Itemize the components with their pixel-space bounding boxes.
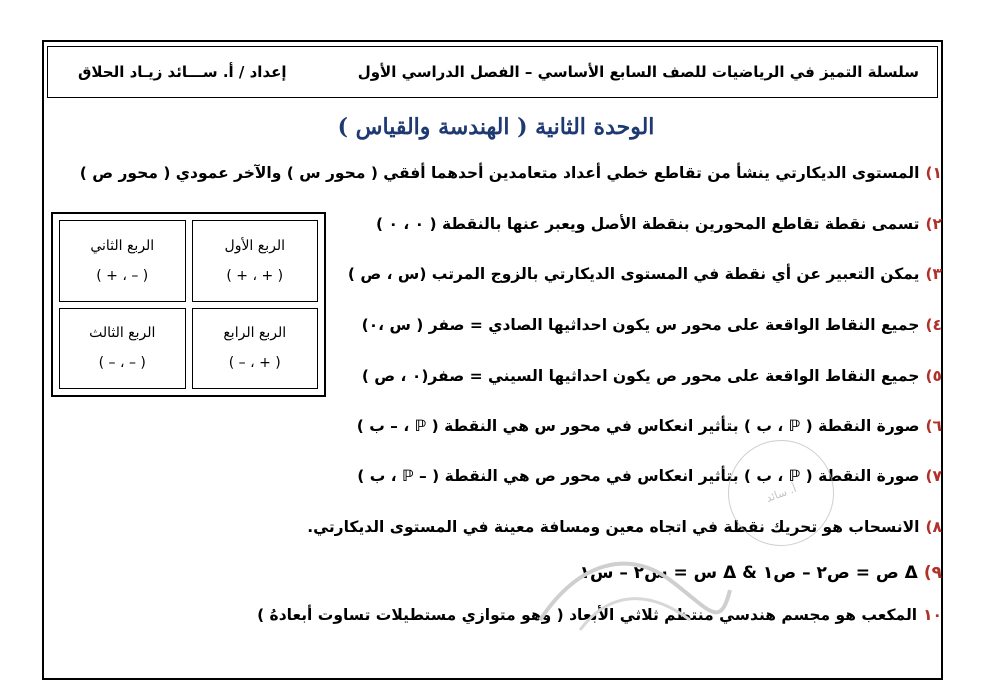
list-item: ٩)Δ ص = ص٢ – ص١ & Δ س = س٢ – س١ (579, 563, 942, 583)
list-item: ٦)صورة النقطة ( ℙ ، ب ) بتأثير انعكاس في محور س هي النقطة ( ℙ ، – ب ) (356, 417, 942, 435)
list-item: ٨)الانسحاب هو تحريك نقطة في اتجاه معين ومسافة معينة في المستوى الديكارتي. (307, 518, 942, 536)
list-item: ٧)صورة النقطة ( ℙ ، ب ) بتأثير انعكاس في محور ص هي النقطة ( – ℙ ، ب ) (357, 467, 942, 485)
list-item: ١)المستوى الديكارتي ينشأ من تقاطع خطي أعداد متعامدين أحدهما أفقي ( محور س ) والآخر عمودي ( محور ص ) (79, 164, 942, 182)
watermark-stamp: أ. سائد (713, 425, 849, 561)
quadrant-cell: الربع الثاني ( – ، + ) (59, 220, 186, 302)
list-item: ٤)جميع النقاط الواقعة على محور س يكون احداثيها الصادي = صفر ( س ،٠) (361, 316, 942, 334)
list-item: ٥)جميع النقاط الواقعة على محور ص يكون احداثيها السيني = صفر(٠ ، ص ) (361, 367, 942, 385)
list-item: ٢)تسمى نقطة تقاطع المحورين بنقطة الأصل ويعبر عنها بالنقطة ( ٠ ، ٠ ) (376, 215, 942, 233)
quadrant-signs-table (51, 212, 326, 397)
series-title: سلسلة التميز في الرياضيات للصف السابع الأساسي – الفصل الدراسي الأول (357, 63, 919, 81)
author-credit: إعداد / أ. ســـائد زيـاد الحلاق (78, 63, 287, 81)
unit-title: الوحدة الثانية ( الهندسة والقياس ) (337, 114, 655, 140)
quadrant-cell: الربع الرابع ( + ، – ) (192, 308, 319, 390)
list-item: ٣)يمكن التعبير عن أي نقطة في المستوى الديكارتي بالزوج المرتب (س ، ص ) (347, 265, 942, 283)
quadrant-cell: الربع الأول ( + ، + ) (192, 220, 319, 302)
header-box (47, 46, 938, 98)
list-item: ١٠المكعب هو مجسم هندسي منتظم ثلاثي الأبعاد ( وهو متوازي مستطيلات تساوت أبعادهُ ) (257, 606, 942, 624)
quadrant-cell: الربع الثالث ( – ، – ) (59, 308, 186, 390)
